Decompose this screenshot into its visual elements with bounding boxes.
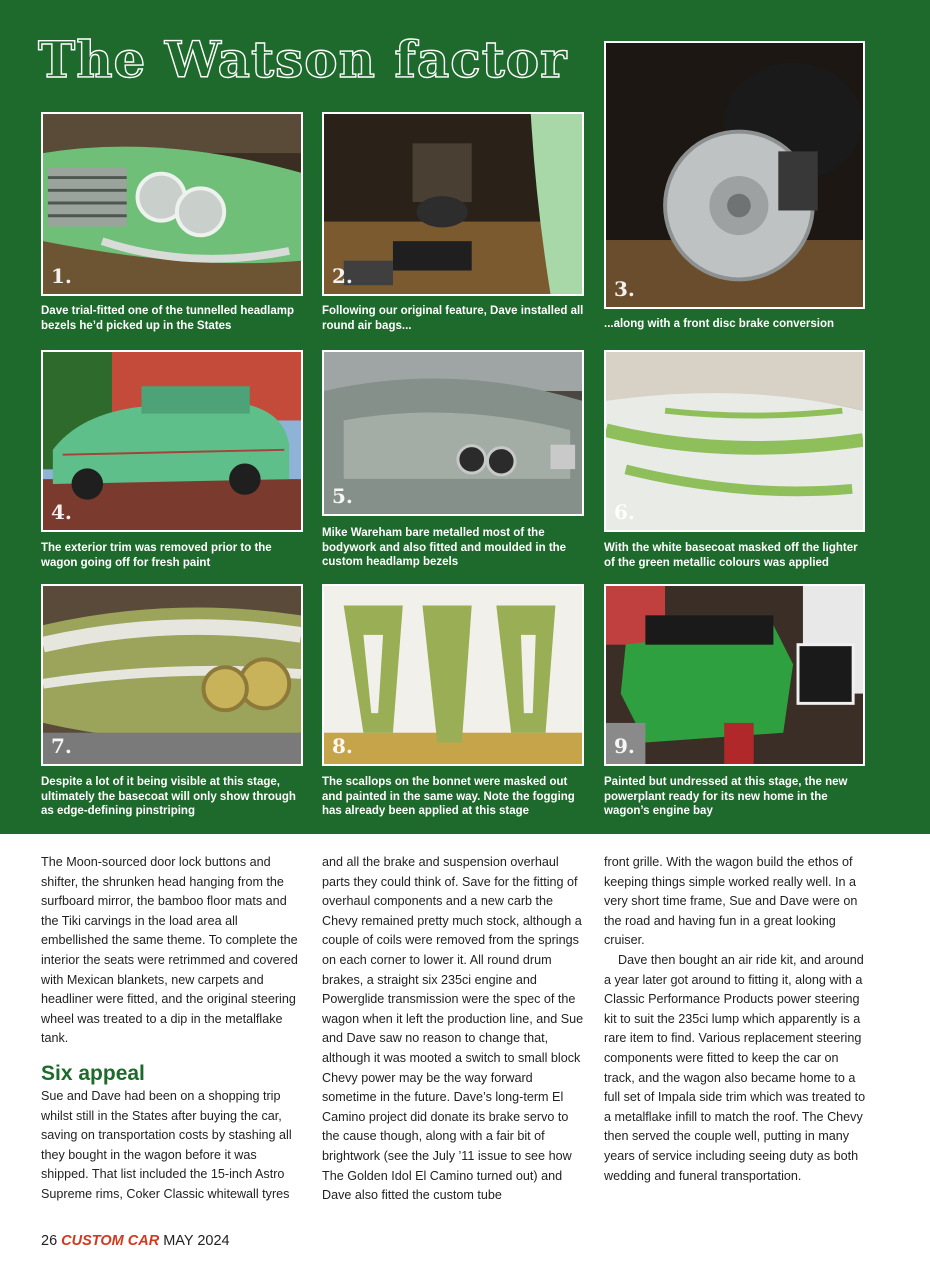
- issue-date: MAY 2024: [163, 1233, 230, 1249]
- body-paragraph: Sue and Dave had been on a shopping trip whilst still in the States after buying the car, saving on transportation costs by stashing all they bought in the wagon before it was shipped. That list included the 15-inch Astro Supreme rims, Coker Classic whitewall tyres: [41, 1088, 292, 1201]
- photo-number: 7.: [51, 734, 72, 758]
- body-paragraph: The Moon-sourced door lock buttons and shifter, the shrunken head hanging from the surfboard mirror, the bamboo floor mats and the Tiki carvings in the load area all embellished the same theme. To complete the interior the seats were retrimmed and covered with Mexican blankets, new carpets and headliner were fitted, and the original steering wheel was treated to a dip in the metalflake tank.: [41, 855, 298, 1046]
- body-column-1: [41, 853, 303, 1205]
- photo-3-disc-brake: [604, 41, 865, 309]
- photo-caption: Painted but undressed at this stage, the new powerplant ready for its new home in the wagon’s engine bay: [604, 776, 848, 817]
- magazine-name: CUSTOM CAR: [61, 1233, 160, 1249]
- photo-7-basecoat: [41, 584, 303, 766]
- photo-number: 8.: [332, 734, 353, 758]
- photo-caption: Mike Wareham bare metalled most of the bodywork and also fitted and moulded in the custom headlamp bezels: [322, 527, 567, 568]
- photo-8-bonnet-scallops: [322, 584, 584, 766]
- photo-caption: Following our original feature, Dave installed all round air bags...: [322, 305, 584, 332]
- photo-caption: With the white basecoat masked off the lighter of the green metallic colours was applied: [604, 542, 858, 569]
- page-number: 26: [41, 1233, 58, 1249]
- photo-number: 4.: [51, 500, 72, 524]
- page-footer: [41, 1233, 230, 1249]
- photo-2-air-bags: [322, 112, 584, 296]
- photo-number: 9.: [614, 734, 635, 758]
- body-paragraph: front grille. With the wagon build the ethos of keeping things simple worked really well. In a very short time frame, Sue and Dave were on the road and having fun in a great looking cruiser.: [604, 855, 858, 948]
- photo-caption: ...along with a front disc brake conversion: [604, 318, 835, 330]
- body-paragraph: Dave then bought an air ride kit, and around a year later got around to fitting it, along with a Classic Performance Products power steering kit to suit the 235ci lump which apparently is a rare item to find. Various replacement steering components were fitted to keep the car on track, and the wagon also became home to a full set of Impala side trim which was treated to a metalflake infill to match the roof. The Chevy then served the couple well, putting in many years of service including seeing duty as both wedding and funeral transportation.: [604, 952, 866, 1183]
- photo-number: 5.: [332, 484, 353, 508]
- photo-caption: Dave trial-fitted one of the tunnelled headlamp bezels he’d picked up in the States: [41, 305, 295, 332]
- photo-number: 1.: [51, 264, 72, 288]
- body-paragraph: and all the brake and suspension overhaul parts they could think of. Save for the fitting of overhaul components and a new carb the Chevy remained pretty much stock, although a couple of coils were removed from the springs on each corner to lower it. All round drum brakes, a straight six 235ci engine and Powerglide transmission were the spec of the wagon when it left the production line, and Sue and Dave saw no reason to change that, although it was mooted a switch to small block Chevy power may be the way forward sometime in the future. Dave’s long-term El Camino project did donate its brake servo to the cause though, along with a fair bit of brightwork (see the July ’11 issue to see how The Golden Idol El Camino turned out) and Dave also fitted the custom tube: [322, 855, 584, 1203]
- photo-5-bare-metal: [322, 350, 584, 516]
- photo-6-green-metallic: [604, 350, 865, 532]
- photo-number: 3.: [614, 277, 635, 301]
- photo-9-engine: [604, 584, 865, 766]
- photo-caption: Despite a lot of it being visible at this stage, ultimately the basecoat will only show through as edge-defining pinstriping: [41, 776, 296, 817]
- body-column-2: [322, 853, 584, 1206]
- body-column-3: [604, 853, 866, 1186]
- subheading: Six appeal: [41, 1061, 145, 1085]
- photo-number: 6.: [614, 500, 635, 524]
- photo-1-headlamp-bezel: [41, 112, 303, 296]
- photo-caption: The scallops on the bonnet were masked out and painted in the same way. Note the fogging has already been applied at this stage: [322, 776, 575, 817]
- photo-4-wagon-exterior: [41, 350, 303, 532]
- photo-caption: The exterior trim was removed prior to the wagon going off for fresh paint: [41, 542, 272, 569]
- photo-number: 2.: [332, 264, 353, 288]
- page-title: The Watson factor: [38, 30, 568, 89]
